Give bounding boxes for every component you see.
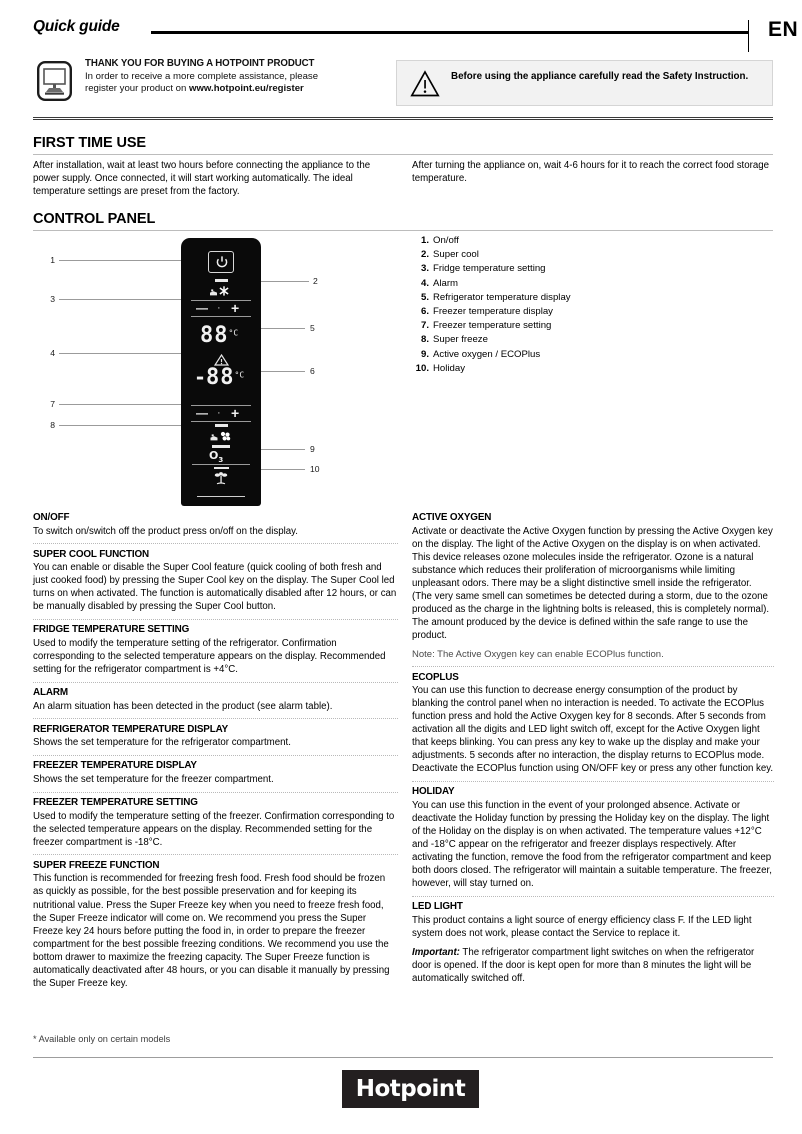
section-active-oxygen [412,512,774,661]
power-icon [216,256,228,269]
freezer-sign: - [194,365,207,389]
control-panel-legend [412,234,712,376]
freezer-setting-divider-bottom [191,421,251,422]
section-fridge-temperature-setting [33,624,398,676]
legend-item [412,362,712,376]
section-body: Shows the set temperature for the freezer compartment. [33,774,274,786]
callout-2: 2 [313,276,318,286]
legend-item [412,348,712,362]
fridge-setting-divider-bottom [191,316,251,317]
callout-8: 8 [50,420,55,430]
ozone-subscript: 3 [218,456,224,465]
callout-5: 5 [310,323,315,333]
legend-index: 6. [420,306,429,318]
registration-line1: In order to receive a more complete assistance, please [85,70,319,82]
freezer-digits: 88 [206,365,235,390]
registration-line2-prefix: register your product on [85,83,189,95]
legend-item [412,291,712,305]
leader-line-2 [261,281,309,282]
legend-label: Refrigerator temperature display [433,291,571,303]
legend-index: 8. [420,334,429,346]
ozone-o3-icon[interactable] [209,449,223,464]
legend-item [412,277,712,291]
product-registration-block [33,58,383,110]
leader-line-1 [59,260,181,261]
legend-index: 2. [420,249,429,261]
safety-warning-text: Before using the appliance carefully read the Safety Instruction. [451,71,749,82]
section-separator [33,718,398,719]
section-heading: ECOPLUS [412,671,459,683]
section-separator [33,543,398,544]
active-oxygen-led [212,445,230,448]
header-double-rule [33,117,773,120]
section-heading: LED LIGHT [412,901,463,913]
section-title-first-time-use: FIRST TIME USE [33,135,146,151]
freezer-dot-indicator: · [217,407,221,419]
brand-name: Hotpoint [355,1076,466,1102]
section-heading: FRIDGE TEMPERATURE SETTING [33,624,190,636]
first-time-use-left-text: After installation, wait at least two hours before connecting the appliance to the power supply. Once connected, it will start working automatically. The ideal temperature settings are preset from the factory. [33,160,371,198]
section-led-light [412,901,774,984]
legend-label: Super freeze [433,334,488,346]
registration-text [85,58,385,96]
legend-index: 5. [420,291,429,303]
section-holiday [412,786,774,890]
section-heading: ACTIVE OXYGEN [412,512,492,523]
legend-index: 10. [415,362,429,374]
brand-logo [342,1070,479,1108]
section-heading: FREEZER TEMPERATURE DISPLAY [33,760,197,772]
callout-10: 10 [310,464,320,474]
section-separator [33,854,398,855]
callout-3: 3 [50,294,55,304]
section-rule-first-time-use [33,154,773,155]
language-code: EN [768,18,799,41]
legend-item [412,305,712,319]
legend-item [412,319,712,333]
freezer-minus-button[interactable]: — [196,406,208,420]
footnote: * Available only on certain models [33,1034,171,1044]
section-onoff [33,512,398,538]
legend-label: Alarm [433,277,459,289]
fridge-dot-indicator: · [217,302,221,314]
ozone-letter: O [209,449,219,462]
section-body: To switch on/switch off the product press on/off on the display. [33,525,298,537]
section-separator [33,682,398,683]
section-heading: SUPER COOL FUNCTION [33,548,150,560]
section-important [412,946,774,985]
registration-headline: THANK YOU FOR BUYING A HOTPOINT PRODUCT [85,58,315,69]
section-title-control-panel: CONTROL PANEL [33,211,156,227]
legend-item [412,262,712,276]
appliance-control-panel [181,238,261,506]
section-separator [33,755,398,756]
left-text-column [33,512,398,990]
legend-index: 3. [420,263,429,275]
legend-index: 4. [420,277,429,289]
footer-divider [33,1057,773,1058]
section-heading: ON/OFF [33,512,70,523]
legend-label: Active oxygen / ECOPlus [433,348,541,360]
section-separator [33,619,398,620]
legend-index: 7. [420,320,429,332]
legend-label: Fridge temperature setting [433,263,546,275]
section-rule-control-panel [33,230,773,231]
callout-7: 7 [50,399,55,409]
monitor-icon [37,61,72,101]
refrigerator-unit: °C [228,328,239,338]
freezer-unit: °C [234,370,245,380]
section-heading: SUPER FREEZE FUNCTION [33,859,160,871]
section-heading: REFRIGERATOR TEMPERATURE DISPLAY [33,723,229,735]
page-header [33,18,799,52]
refrigerator-digits: 88 [200,323,229,348]
holiday-palm-icon[interactable] [214,471,228,490]
control-panel-diagram [33,234,398,506]
fridge-minus-button[interactable]: — [196,301,208,315]
section-heading: FREEZER TEMPERATURE SETTING [33,797,198,809]
callout-1: 1 [50,255,55,265]
section-body: Activate or deactivate the Active Oxygen function by pressing the Active Oxygen key on the display. The light of the Active Oxygen on the display is on when activated. This device releases ozone molecules inside the refrigerator. Ozone is a natural substance which reduces their proliferation of microorganisms while limiting unpleasant odors. There may be a slight distinctive smell inside the refrigerator. (The very same smell can sometimes be detected during a storm, due to the ozone produced as the charge in the lightning bolts is released, this is completely normal). The amount produced by the device is defined within the safe range to use the product. [412,525,773,641]
fridge-temperature-setting[interactable] [195,302,247,315]
header-divider [151,31,748,34]
section-separator [33,792,398,793]
freezer-plus-button[interactable]: + [231,405,240,421]
freezer-temperature-display [194,365,244,390]
legend-label: Freezer temperature setting [433,320,552,332]
section-body: An alarm situation has been detected in the product (see alarm table). [33,700,333,712]
section-alarm [33,687,398,713]
legend-label: On/off [433,235,459,246]
leader-line-9 [257,449,305,450]
header-tick-mark [748,20,749,52]
legend-label: Holiday [433,362,465,374]
section-body: You can use this function in the event of your prolonged absence. Activate or deactivate the Holiday function by pressing the Holiday key on the display. The light of the Holiday on the display is on when activated. The temperature values +12°C and -18°C appear on the refrigerator and freezer displays respectively. After activating the function, remove the food from the refrigerator compartment and keep both doors closed. The refrigerator will maintain a suitable temperature. The freezer, however, will stay turned on. [412,800,772,890]
active-oxygen-divider [192,464,250,465]
callout-9: 9 [310,444,315,454]
section-separator [412,666,774,667]
section-freezer-temperature-display [33,760,398,786]
legend-item [412,248,712,262]
callout-6: 6 [310,366,315,376]
important-label: Important: [412,946,460,958]
first-time-use-right-text: After turning the appliance on, wait 4-6 hours for it to reach the correct food storage temperature. [412,160,770,185]
super-cool-led [215,279,228,282]
section-heading: HOLIDAY [412,786,455,798]
section-body: You can use this function to decrease energy consumption of the product by blanking the control panel when no interaction is needed. To activate the ECOPlus function press and hold the Active Oxygen key for 8 seconds. After 5 seconds from activation all the digits and LED light switch off, except for the Active Oxygen light that keeps blinking. You can press any key to wake up the display and make your adjustments. 5 seconds after no interaction, the display returns to ECOPlus mode. Deactivate the ECOPlus function using ON/OFF key or press any other function key. [412,685,774,775]
callout-4: 4 [50,348,55,358]
legend-index: 9. [420,348,429,360]
warning-triangle-icon [410,70,440,97]
section-body: Used to modify the temperature setting of the freezer. Confirmation corresponding to the selected temperature appears on the display. Recommended setting for the freezer compartment is -18°C. [33,810,395,848]
panel-bottom-accent [197,496,245,497]
section-ecoplus [412,672,774,776]
power-button[interactable] [208,251,234,273]
important-body: The refrigerator compartment light switches on when the refrigerator door is opened. If the door is kept open for more than 8 minutes the light will be automatically switched off. [412,946,755,984]
freezer-temperature-setting[interactable] [195,407,247,420]
section-body: This product contains a light source of energy efficiency class F. If the LED light system does not work, please contact the Service to replace it. [412,915,752,940]
section-separator [412,896,774,897]
section-body: Shows the set temperature for the refrigerator compartment. [33,737,291,749]
section-body: This function is recommended for freezing fresh food. Fresh food should be frozen as quickly as possible, for the best possible preservation and for keeping its nutritional value. Press the Super Freeze key when you need to freeze fresh food, the Super Freeze indicator will come on. We recommend you press the Super Freeze key 24 hours before putting the food in, in order to prepare the freezer compartment for the best possible freezing conditions. We recommend you use the bottom drawer to maximize the freezing capacity. The Super Freeze function is automatically deactivated after 48 hours, or you can disable it manually by pressing the Super Freeze key. [33,873,390,989]
section-heading: ALARM [33,687,68,699]
section-refrigerator-temperature-display [33,724,398,750]
section-freezer-temperature-setting [33,797,398,849]
leader-line-10 [255,469,305,470]
section-separator [412,781,774,782]
section-body: You can enable or disable the Super Cool feature (quick cooling of both fresh and just cooked food) by pressing the Super Cool key on the display. The Super Cool led turns on when activated. The function is automatically disabled after 12 hours, or can be manually disabled by pressing the Super Cool button. [33,562,397,613]
legend-label: Freezer temperature display [433,306,553,318]
super-freeze-led [215,424,228,427]
legend-item [412,333,712,347]
refrigerator-temperature-display [200,323,238,348]
legend-item [412,234,712,248]
registration-url: www.hotpoint.eu/register [189,83,304,95]
section-body: Used to modify the temperature setting of the refrigerator. Confirmation corresponding to the selected temperature appears on the display. Recommended setting for the refrigerator compartment is +4°C. [33,638,386,676]
legend-index: 1. [420,235,429,246]
section-super-freeze [33,860,398,990]
fridge-plus-button[interactable]: + [231,300,240,316]
section-super-cool [33,549,398,614]
legend-label: Super cool [433,249,479,261]
page-title: Quick guide [33,18,120,35]
safety-warning-box [396,60,773,106]
holiday-led [214,467,229,469]
right-text-column [412,512,774,985]
section-note: Note: The Active Oxygen key can enable ECOPlus function. [412,648,664,660]
